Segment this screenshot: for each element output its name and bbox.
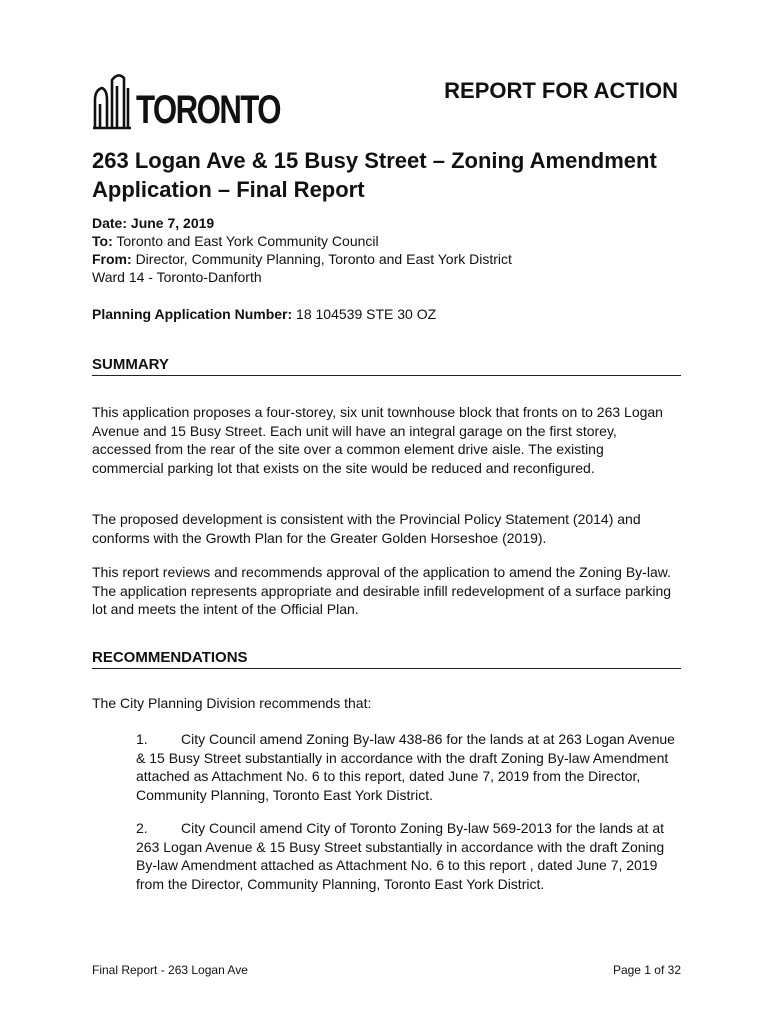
from-label: From:	[92, 251, 132, 267]
date-value: June 7, 2019	[130, 215, 215, 231]
application-number-label: Planning Application Number:	[92, 306, 293, 322]
footer-left: Final Report - 263 Logan Ave	[92, 963, 248, 977]
recommendation-text: City Council amend Zoning By-law 438-86 for the lands at at 263 Logan Avenue & 15 Busy Street substantially in accordance with the draft Zoning By-law Amendment attached as Attachment No. 6 to this report, dated June 7, 2019 from the Director, Community Planning, Toronto East York District.	[136, 731, 675, 803]
page-number: Page 1 of 32	[612, 963, 681, 977]
summary-paragraph: This report reviews and recommends approval of the application to amend the Zoning By-law. The application represents appropriate and desirable infill redevelopment of a surface parking lot and meets the intent of the Official Plan.	[92, 564, 672, 617]
recommendation-number: 2.	[136, 820, 148, 836]
recommendation-text: City Council amend City of Toronto Zoning By-law 569-2013 for the lands at at 263 Logan Avenue & 15 Busy Street substantially in accordance with the draft Zoning By-law Amendment attached as Attachment No. 6 to this report , dated June 7, 2019 from the Director, Community Planning, Toronto East York District.	[136, 820, 665, 892]
to-label: To:	[92, 233, 113, 249]
summary-paragraph: The proposed development is consistent with the Provincial Policy Statement (2014) and conforms with the Growth Plan for the Greater Golden Horseshoe (2019).	[92, 511, 641, 546]
to-value: Toronto and East York Community Council	[116, 233, 379, 249]
date-line	[92, 214, 214, 232]
logo-wordmark: TORONTO	[136, 88, 280, 132]
recommendations-intro: The City Planning Division recommends that:	[92, 695, 372, 711]
summary-heading: SUMMARY	[92, 356, 681, 376]
ward-line: Ward 14 - Toronto-Danforth	[92, 269, 262, 285]
recommendation-item	[136, 819, 676, 893]
recommendations-heading: RECOMMENDATIONS	[92, 649, 681, 669]
recommendation-item	[136, 730, 676, 804]
application-number-value: 18 104539 STE 30 OZ	[296, 306, 437, 322]
page-title: 263 Logan Ave & 15 Busy Street – Zoning Amendment Application – Final Report	[92, 148, 657, 202]
from-value: Director, Community Planning, Toronto and East York District	[135, 251, 512, 267]
report-type-label: REPORT FOR ACTION	[444, 78, 678, 103]
city-hall-icon	[92, 70, 132, 130]
application-number-line	[92, 305, 436, 323]
toronto-logo	[92, 70, 321, 130]
recommendation-number: 1.	[136, 731, 148, 747]
summary-paragraph: This application proposes a four-storey, six unit townhouse block that fronts on to 263 Logan Avenue and 15 Busy Street. Each unit will have an integral garage on the first storey, accessed from the rear of the site over a common element drive aisle. The existing commercial parking lot that exists on the site would be reduced and reconfigured.	[92, 404, 663, 476]
from-line	[92, 250, 512, 268]
date-label: Date:	[92, 215, 128, 231]
to-line	[92, 232, 379, 250]
